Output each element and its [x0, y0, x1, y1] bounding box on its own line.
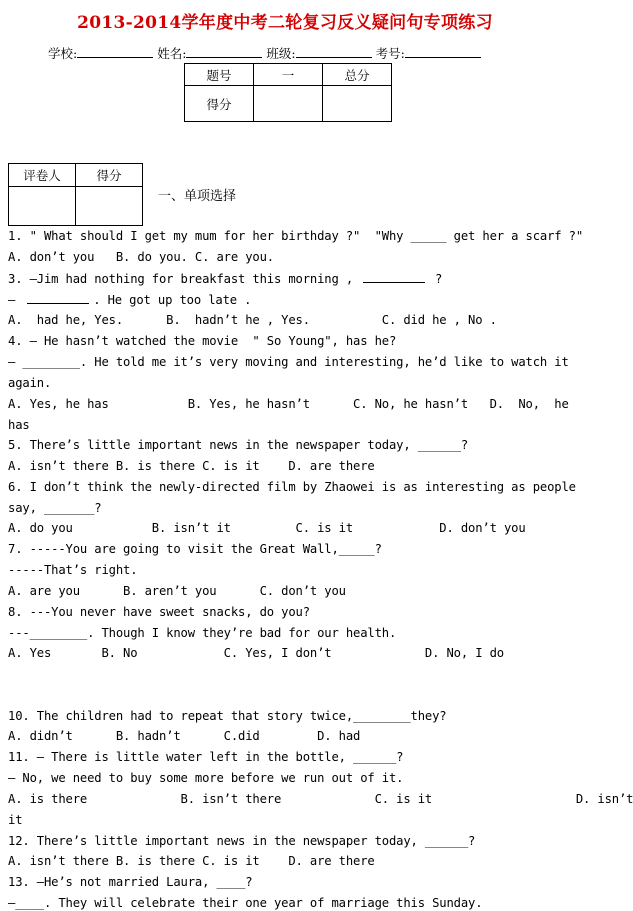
question-line: A. isn’t there B. is there C. is it D. are there [8, 459, 375, 473]
question-line: 3. —Jim had nothing for breakfast this morning , ? [8, 272, 443, 286]
question-line: 10. The children had to repeat that story twice,________they? [8, 709, 447, 723]
grader-table [8, 163, 143, 226]
question-line: has [8, 418, 30, 432]
question-line: 13. —He’s not married Laura, ____? [8, 875, 253, 889]
answer-blank[interactable] [363, 271, 425, 283]
question-line: 8. ---You never have sweet snacks, do you? [8, 605, 310, 619]
score-row-label: 得分 [185, 86, 254, 122]
score-table [184, 63, 392, 122]
score-cell[interactable] [254, 86, 323, 122]
score-header-cell: 题号 [185, 64, 254, 86]
grader-cell[interactable] [9, 187, 76, 226]
question-line: A. had he, Yes. B. hadn’t he , Yes. C. did he , No . [8, 313, 497, 327]
number-label: 考号: [375, 46, 405, 61]
student-info-row [48, 44, 481, 62]
score-header-cell: 总分 [323, 64, 392, 86]
number-field[interactable] [405, 45, 481, 58]
question-line: A. do you B. isn’t it C. is it D. don’t you [8, 521, 526, 535]
question-line: A. Yes, he has B. Yes, he hasn’t C. No, he hasn’t D. No, he [8, 397, 569, 411]
question-line: A. is there B. isn’t there C. is it D. isn’t [8, 792, 633, 806]
question-line: 7. -----You are going to visit the Great Wall,_____? [8, 542, 382, 556]
question-line: 4. — He hasn’t watched the movie " So Young", has he? [8, 334, 397, 348]
question-line: 6. I don’t think the newly-directed film by Zhaowei is as interesting as people [8, 480, 576, 494]
question-line: A. didn’t B. hadn’t C.did D. had [8, 729, 361, 743]
grader-cell[interactable] [76, 187, 143, 226]
question-line: — ________. He told me it’s very moving and interesting, he’d like to watch it [8, 355, 569, 369]
document-title: 2013-2014学年度中考二轮复习反义疑问句专项练习 [77, 13, 493, 33]
grader-header-cell: 得分 [76, 164, 143, 187]
question-line: 5. There’s little important news in the newspaper today, ______? [8, 438, 468, 452]
class-field[interactable] [296, 45, 372, 58]
answer-blank[interactable] [27, 292, 89, 304]
question-line: it [8, 813, 23, 827]
score-cell[interactable] [323, 86, 392, 122]
question-line: 11. — There is little water left in the bottle, ______? [8, 750, 404, 764]
name-label: 姓名: [157, 46, 187, 61]
question-line: — . He got up too late . [8, 293, 252, 307]
question-line: — No, we need to buy some more before we run out of it. [8, 771, 404, 785]
question-line: A. isn’t there B. is there C. is it D. are there [8, 854, 375, 868]
question-line: 1. " What should I get my mum for her birthday ?" "Why _____ get her a scarf ?" [8, 229, 583, 243]
question-line: ---________. Though I know they’re bad for our health. [8, 626, 397, 640]
section-title: 一、单项选择 [158, 189, 237, 204]
name-field[interactable] [186, 45, 262, 58]
school-field[interactable] [77, 45, 153, 58]
question-line: A. don’t you B. do you. C. are you. [8, 250, 274, 264]
school-label: 学校: [48, 46, 78, 61]
question-line: 12. There’s little important news in the newspaper today, ______? [8, 834, 476, 848]
question-line: -----That’s right. [8, 563, 138, 577]
class-label: 班级: [266, 46, 296, 61]
question-line: say, _______? [8, 501, 102, 515]
question-line: A. Yes B. No C. Yes, I don’t D. No, I do [8, 646, 504, 660]
score-header-cell: 一 [254, 64, 323, 86]
grader-header-cell: 评卷人 [9, 164, 76, 187]
question-line: A. are you B. aren’t you C. don’t you [8, 584, 346, 598]
question-line: —____. They will celebrate their one year of marriage this Sunday. [8, 896, 483, 910]
question-line: again. [8, 376, 52, 390]
